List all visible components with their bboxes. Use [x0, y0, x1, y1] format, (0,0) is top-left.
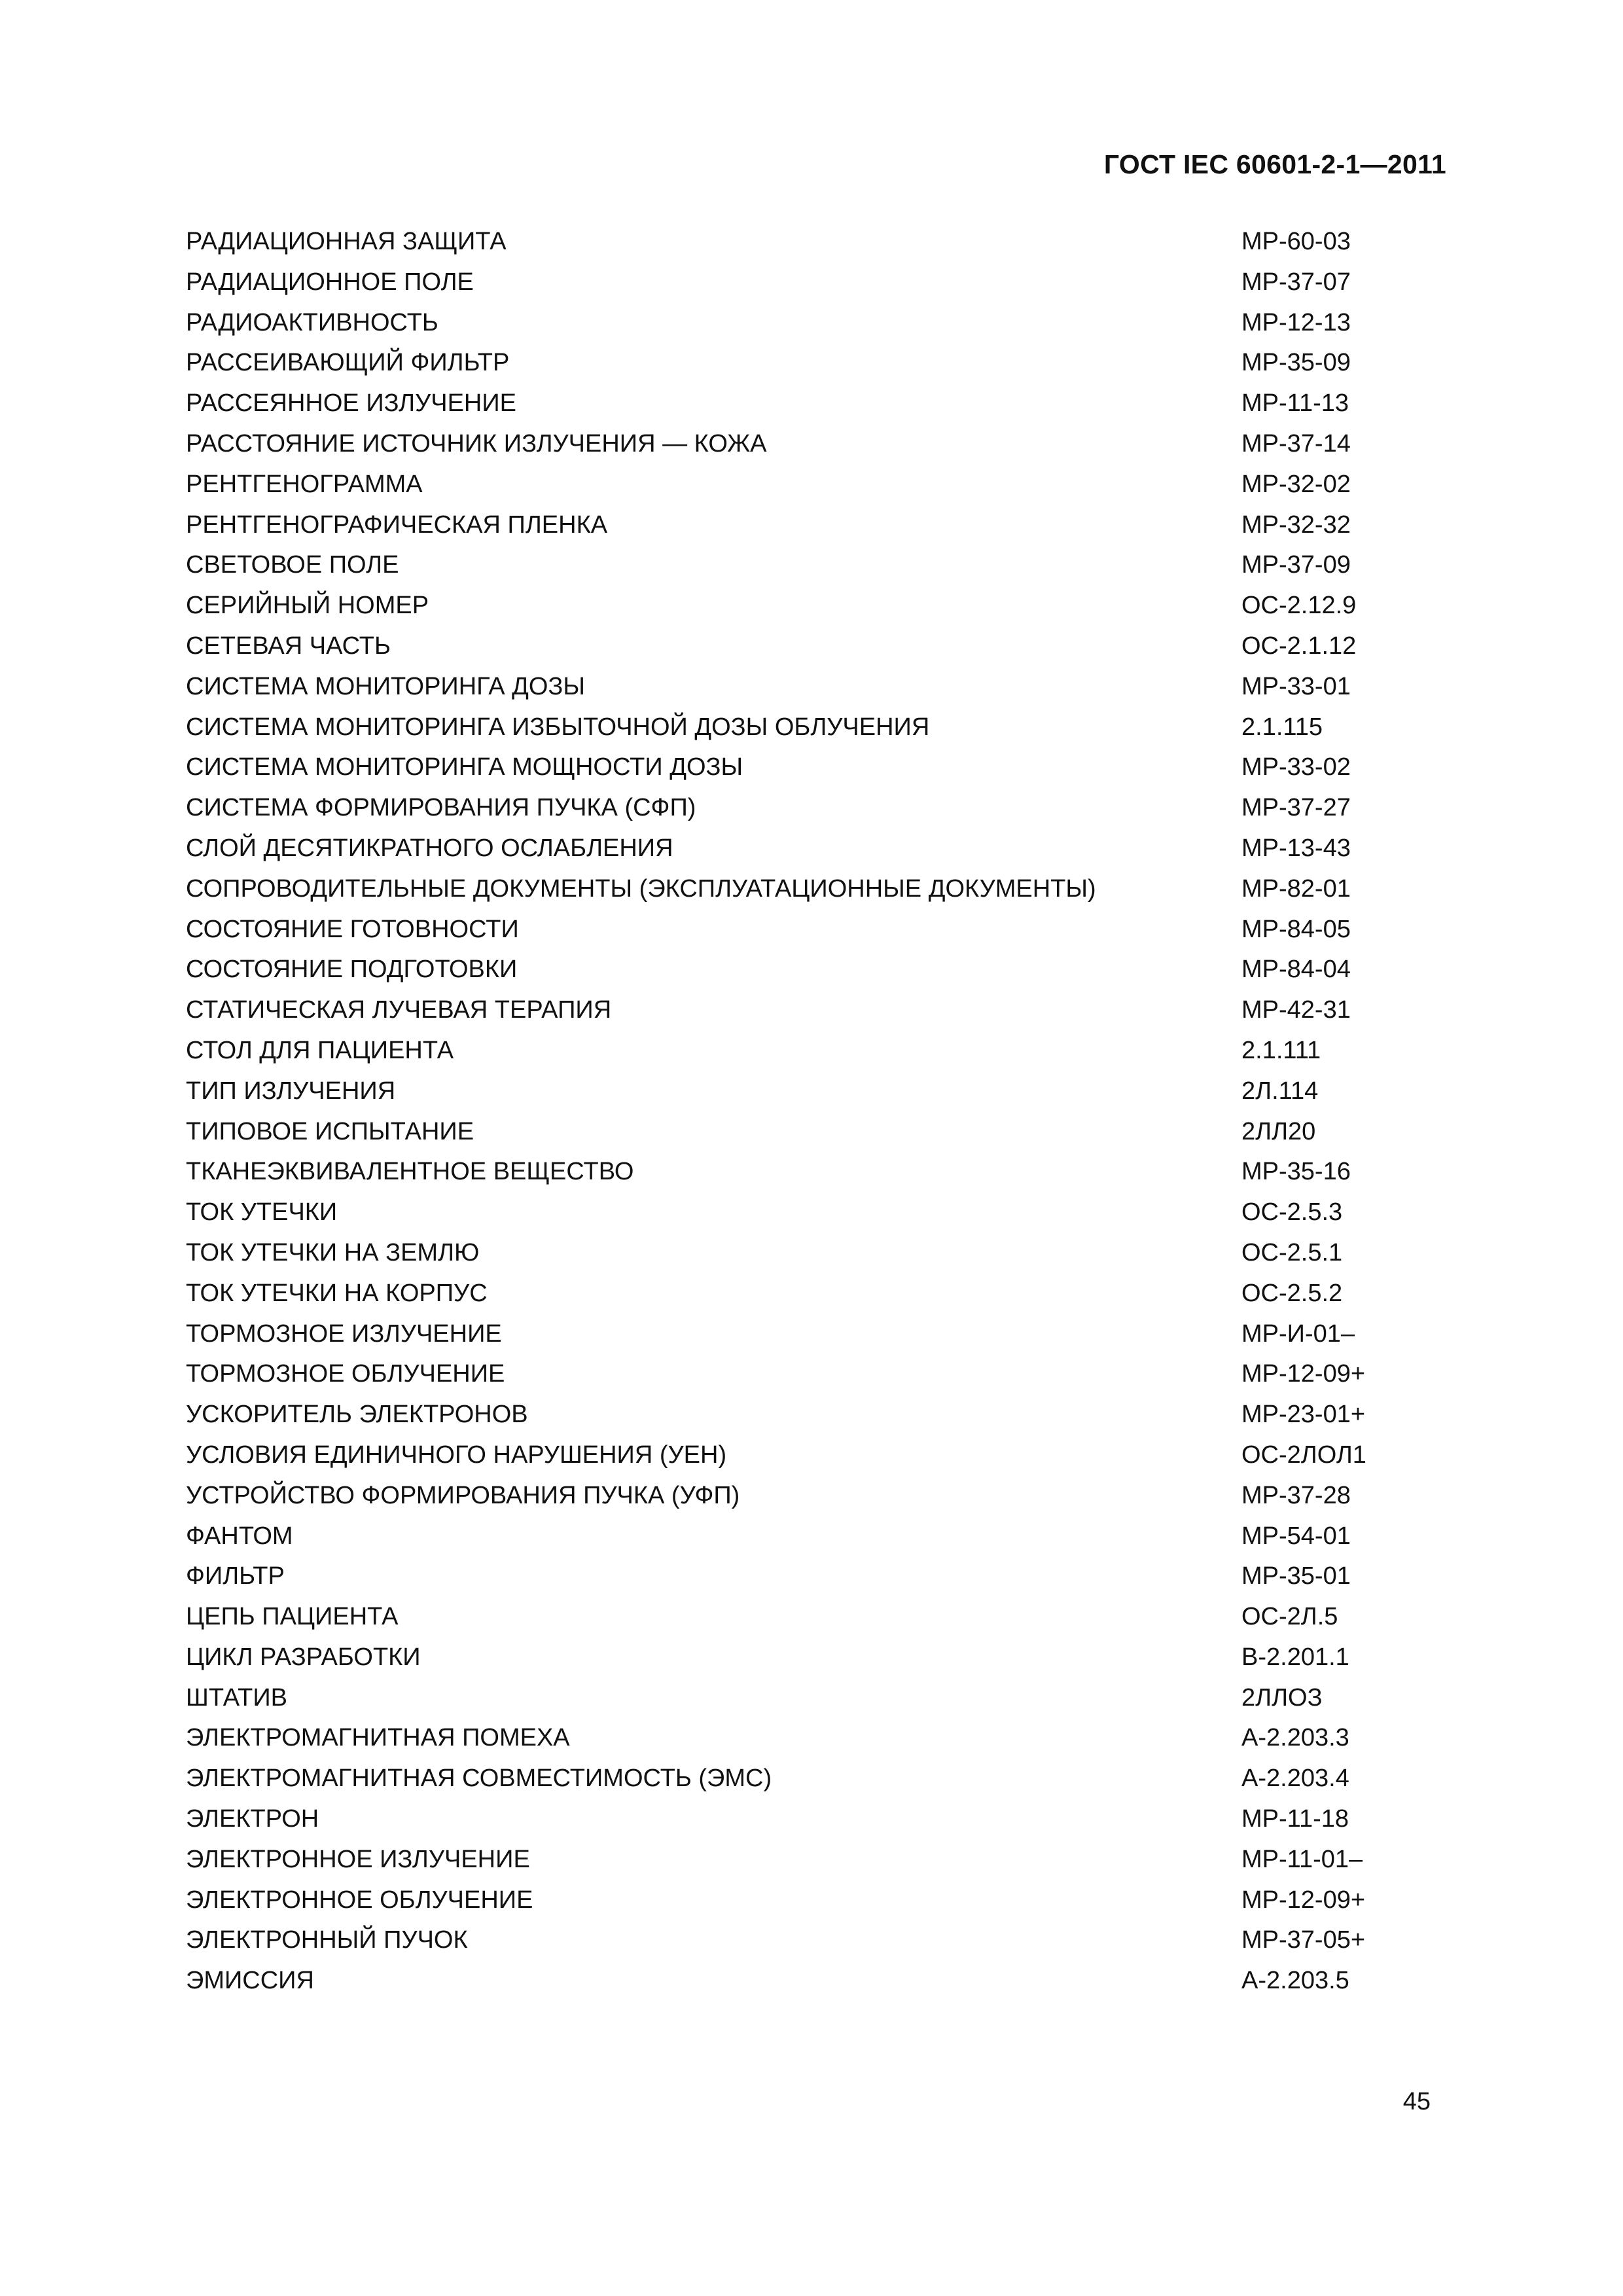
index-term: РАССТОЯНИЕ ИСТОЧНИК ИЗЛУЧЕНИЯ — КОЖА — [186, 429, 767, 457]
index-entry — [186, 1197, 1449, 1238]
index-term: УСТРОЙСТВО ФОРМИРОВАНИЯ ПУЧКА (УФП) — [186, 1481, 740, 1509]
index-term: СИСТЕМА МОНИТОРИНГА МОЩНОСТИ ДОЗЫ — [186, 753, 743, 781]
index-term: СОСТОЯНИЕ ГОТОВНОСТИ — [186, 915, 519, 943]
index-entry — [186, 1925, 1449, 1965]
index-term: РАДИАЦИОННАЯ ЗАЩИТА — [186, 228, 507, 255]
index-entry — [186, 712, 1449, 753]
index-term: ЭЛЕКТРОМАГНИТНАЯ СОВМЕСТИМОСТЬ (ЭМС) — [186, 1765, 772, 1793]
page-number: 45 — [1402, 2088, 1431, 2115]
index-entry — [186, 388, 1449, 429]
index-reference: МР-32-02 — [1241, 470, 1351, 498]
index-entry — [186, 1804, 1449, 1844]
index-entry — [186, 1723, 1449, 1763]
index-term: ЭЛЕКТРОМАГНИТНАЯ ПОМЕХА — [186, 1724, 570, 1752]
index-entry — [186, 954, 1449, 995]
index-reference: МР-60-03 — [1241, 228, 1351, 255]
index-term: ТОК УТЕЧКИ НА ЗЕМЛЮ — [186, 1238, 480, 1266]
index-entry — [186, 1763, 1449, 1804]
index-reference: МР-11-13 — [1241, 389, 1349, 418]
standard-code: ГОСТ IEC 60601-2-1—2011 — [1103, 149, 1446, 179]
index-reference: МР-13-43 — [1241, 834, 1351, 862]
index-reference: 2.1.111 — [1241, 1036, 1321, 1064]
index-entry — [186, 1602, 1449, 1642]
index-reference: МР-32-32 — [1241, 511, 1351, 539]
index-term: СТОЛ ДЛЯ ПАЦИЕНТА — [186, 1036, 454, 1064]
index-entry — [186, 550, 1449, 590]
index-term: УСЛОВИЯ ЕДИНИЧНОГО НАРУШЕНИЯ (УЕН) — [186, 1441, 727, 1469]
index-entry — [186, 1965, 1449, 2006]
index-reference: ОС-2ЛОЛ1 — [1241, 1441, 1366, 1469]
index-reference: МР-33-01 — [1241, 672, 1351, 700]
index-term: ТОРМОЗНОЕ ИЗЛУЧЕНИЕ — [186, 1319, 502, 1348]
index-reference: ОС-2.1.12 — [1241, 632, 1357, 660]
index-entry — [186, 1117, 1449, 1157]
index-reference: ОС-2.5.1 — [1241, 1238, 1343, 1266]
index-entry — [186, 510, 1449, 550]
index-entry — [186, 914, 1449, 955]
index-reference: МР-23-01+ — [1241, 1401, 1366, 1429]
index-entry — [186, 1035, 1449, 1076]
index-entry — [186, 995, 1449, 1035]
index-term: ТКАНЕЭКВИВАЛЕНТНОЕ ВЕЩЕСТВО — [186, 1158, 634, 1186]
index-term: СОПРОВОДИТЕЛЬНЫЕ ДОКУМЕНТЫ (ЭКСПЛУАТАЦИОННЫЕ ДОКУМЕНТЫ) — [186, 874, 1096, 903]
index-term: СТАТИЧЕСКАЯ ЛУЧЕВАЯ ТЕРАПИЯ — [186, 996, 612, 1024]
index-reference: МР-37-14 — [1241, 429, 1351, 457]
index-reference: 2ЛЛ20 — [1241, 1117, 1316, 1145]
index-entry — [186, 1885, 1449, 1926]
index-reference: МР-37-09 — [1241, 551, 1351, 579]
index-reference: МР-84-04 — [1241, 956, 1351, 984]
index-term: СЛОЙ ДЕСЯТИКРАТНОГО ОСЛАБЛЕНИЯ — [186, 834, 673, 862]
index-reference: МР-12-09+ — [1241, 1360, 1366, 1388]
index-entry — [186, 1521, 1449, 1562]
index-term: СИСТЕМА МОНИТОРИНГА ИЗБЫТОЧНОЙ ДОЗЫ ОБЛУЧЕНИЯ — [186, 713, 930, 741]
index-reference: МР-37-07 — [1241, 268, 1351, 296]
index-entry — [186, 672, 1449, 712]
index-entry — [186, 1278, 1449, 1319]
index-reference: ОС-2.5.2 — [1241, 1279, 1343, 1307]
index-entry — [186, 469, 1449, 510]
index-term: РЕНТГЕНОГРАММА — [186, 470, 423, 498]
index-reference: А-2.203.4 — [1241, 1765, 1349, 1793]
index-entry — [186, 1238, 1449, 1278]
index-entry — [186, 631, 1449, 672]
index-term: ФАНТОМ — [186, 1522, 293, 1550]
index-entry — [186, 874, 1449, 914]
index-entry — [186, 267, 1449, 308]
index-reference: МР-33-02 — [1241, 753, 1351, 781]
index-reference: ОС-2.5.3 — [1241, 1198, 1343, 1227]
index-entry — [186, 1076, 1449, 1117]
index-reference: МР-35-01 — [1241, 1562, 1351, 1590]
index-term: ЭМИССИЯ — [186, 1967, 314, 1995]
index-term: РАДИАЦИОННОЕ ПОЛЕ — [186, 268, 474, 296]
index-term: ЭЛЕКТРОН — [186, 1805, 319, 1833]
index-reference: ОС-2.12.9 — [1241, 592, 1357, 620]
index-term: ЦЕПЬ ПАЦИЕНТА — [186, 1603, 399, 1631]
index-reference: А-2.203.3 — [1241, 1724, 1349, 1752]
index-entry — [186, 1319, 1449, 1359]
index-term: РАССЕЯННОЕ ИЗЛУЧЕНИЕ — [186, 389, 517, 418]
index-entry — [186, 1480, 1449, 1521]
index-term: ЭЛЕКТРОННОЕ ОБЛУЧЕНИЕ — [186, 1886, 533, 1914]
index-reference: МР-11-01– — [1241, 1845, 1363, 1873]
index-entry — [186, 1844, 1449, 1885]
index-reference: МР-35-16 — [1241, 1158, 1351, 1186]
index-term: ТОК УТЕЧКИ НА КОРПУС — [186, 1279, 488, 1307]
index-term: УСКОРИТЕЛЬ ЭЛЕКТРОНОВ — [186, 1401, 528, 1429]
index-entry — [186, 1561, 1449, 1602]
index-reference: 2ЛЛОЗ — [1241, 1683, 1323, 1712]
index-reference: МР-37-28 — [1241, 1481, 1351, 1509]
index-entry — [186, 1642, 1449, 1683]
document-header — [1104, 149, 1446, 180]
index-entry — [186, 1359, 1449, 1399]
index-reference: МР-11-18 — [1241, 1805, 1349, 1833]
index-entry — [186, 1399, 1449, 1440]
index-reference: А-2.203.5 — [1241, 1967, 1349, 1995]
index-term: ТИП ИЗЛУЧЕНИЯ — [186, 1077, 396, 1105]
index-entry — [186, 1440, 1449, 1480]
index-entry — [186, 308, 1449, 348]
index-term: ТИПОВОЕ ИСПЫТАНИЕ — [186, 1117, 474, 1145]
index-reference: МР-12-09+ — [1241, 1886, 1366, 1914]
index-term: ЭЛЕКТРОННЫЙ ПУЧОК — [186, 1926, 468, 1954]
index-entry — [186, 752, 1449, 793]
index-reference: МР-42-31 — [1241, 996, 1351, 1024]
index-reference: МР-82-01 — [1241, 874, 1351, 903]
index-entry — [186, 348, 1449, 388]
index-term: РАССЕИВАЮЩИЙ ФИЛЬТР — [186, 349, 510, 377]
index-reference: ОС-2Л.5 — [1241, 1603, 1338, 1631]
index-term: СЕТЕВАЯ ЧАСТЬ — [186, 632, 391, 660]
index-term: СВЕТОВОЕ ПОЛЕ — [186, 551, 399, 579]
index-entry — [186, 429, 1449, 469]
index-term: РАДИОАКТИВНОСТЬ — [186, 308, 438, 336]
index-reference: МР-37-27 — [1241, 794, 1351, 822]
index-term: СИСТЕМА МОНИТОРИНГА ДОЗЫ — [186, 672, 586, 700]
index-reference: МР-54-01 — [1241, 1522, 1351, 1550]
index-term: СИСТЕМА ФОРМИРОВАНИЯ ПУЧКА (СФП) — [186, 794, 696, 822]
index-reference: В-2.201.1 — [1241, 1643, 1349, 1671]
index-reference: 2.1.115 — [1241, 713, 1323, 741]
index-reference: МР-И-01– — [1241, 1319, 1355, 1348]
index-term: ЦИКЛ РАЗРАБОТКИ — [186, 1643, 421, 1671]
index-reference: 2Л.114 — [1241, 1077, 1319, 1105]
index-term: РЕНТГЕНОГРАФИЧЕСКАЯ ПЛЕНКА — [186, 511, 608, 539]
index-entry — [186, 793, 1449, 833]
index-reference: МР-84-05 — [1241, 915, 1351, 943]
index-term: ФИЛЬТР — [186, 1562, 285, 1590]
index-entry — [186, 1157, 1449, 1197]
index-entry — [186, 1683, 1449, 1723]
index-entry — [186, 833, 1449, 874]
index-entry — [186, 226, 1449, 267]
index-reference: МР-37-05+ — [1241, 1926, 1366, 1954]
index-term: ТОРМОЗНОЕ ОБЛУЧЕНИЕ — [186, 1360, 505, 1388]
index-term: ТОК УТЕЧКИ — [186, 1198, 338, 1227]
index-term: ШТАТИВ — [186, 1683, 288, 1712]
index-reference: МР-35-09 — [1241, 349, 1351, 377]
index-term: ЭЛЕКТРОННОЕ ИЗЛУЧЕНИЕ — [186, 1845, 530, 1873]
index-term: СОСТОЯНИЕ ПОДГОТОВКИ — [186, 956, 518, 984]
term-index-list — [186, 226, 1449, 2006]
index-term: СЕРИЙНЫЙ НОМЕР — [186, 592, 429, 620]
index-entry — [186, 590, 1449, 631]
index-reference: МР-12-13 — [1241, 308, 1351, 336]
